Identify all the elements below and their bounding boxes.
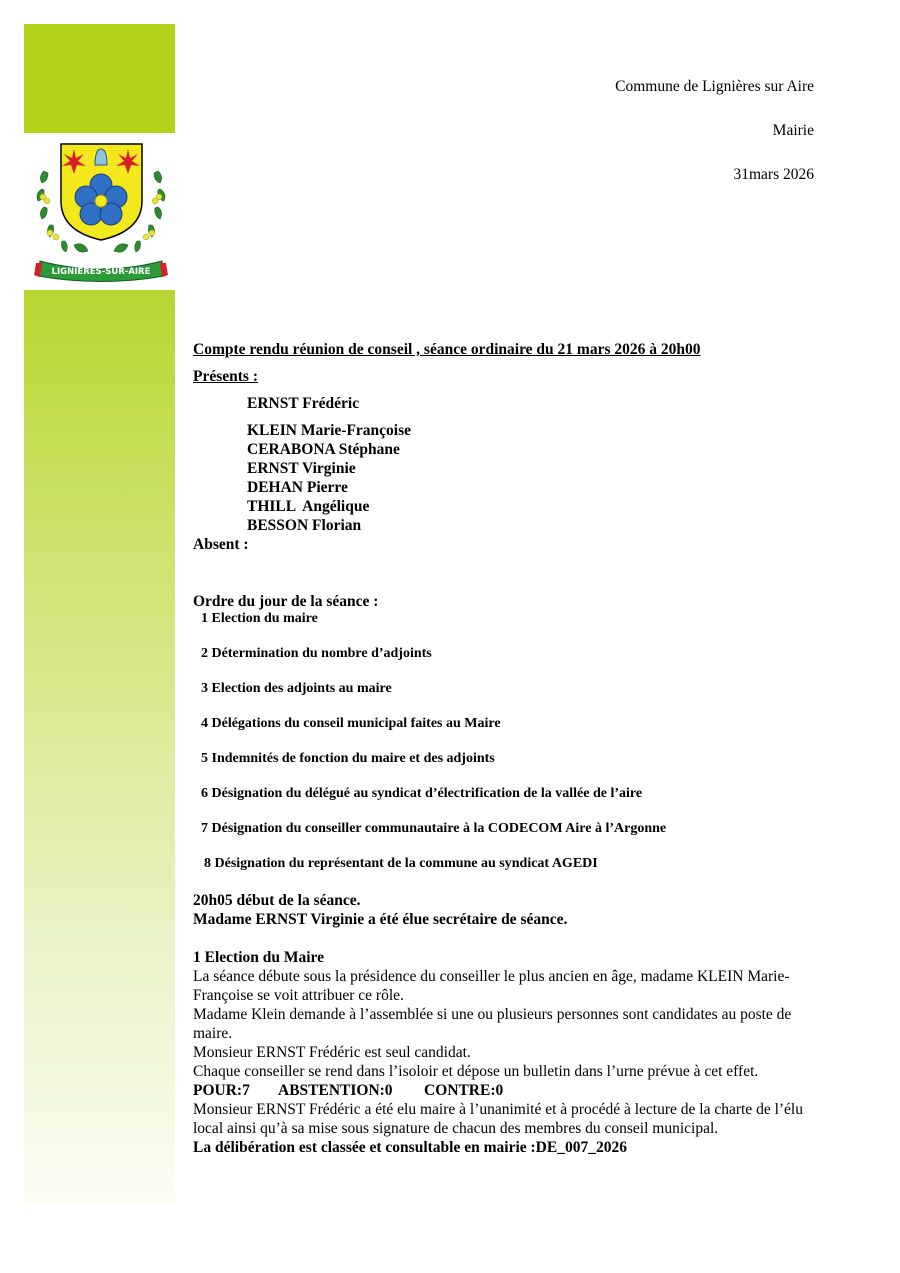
- vote-contre: CONTRE:0: [424, 1082, 504, 1099]
- decorative-band-top: [24, 24, 175, 133]
- vote-abstention: ABSTENTION:0: [278, 1082, 393, 1099]
- agenda-item: 3 Election des adjoints au maire: [201, 681, 392, 696]
- agenda-item: 8 Désignation du représentant de la commune au syndicat AGEDI: [204, 856, 598, 871]
- section-heading: 1 Election du Maire: [193, 949, 325, 966]
- mairie-label: Mairie: [772, 122, 814, 139]
- vote-pour: POUR:7: [193, 1082, 250, 1099]
- paragraph: La séance débute sous la présidence du conseiller le plus ancien en âge, madame KLEIN Marie-Françoise se voit attribuer ce rôle.: [193, 968, 790, 1004]
- present-member: ERNST Frédéric: [247, 395, 360, 412]
- present-member: DEHAN Pierre: [247, 479, 348, 496]
- present-member: KLEIN Marie-Françoise: [247, 422, 412, 439]
- agenda-item: 4 Délégations du conseil municipal faites au Maire: [201, 716, 501, 731]
- crest-banner-text: LIGNIÈRES-SUR-AIRE: [51, 267, 151, 277]
- paragraph: Madame Klein demande à l’assemblée si une ou plusieurs personnes sont candidates au poste de maire.: [193, 1006, 792, 1042]
- agenda-item: 5 Indemnités de fonction du maire et des adjoints: [201, 751, 495, 766]
- commune-name: Commune de Lignières sur Aire: [615, 78, 814, 95]
- present-member: CERABONA Stéphane: [247, 441, 400, 458]
- paragraph: Monsieur ERNST Frédéric est seul candidat.: [193, 1044, 471, 1061]
- paragraph: Chaque conseiller se rend dans l’isoloir et dépose un bulletin dans l’urne prévue à cet effet.: [193, 1063, 759, 1080]
- present-member: ERNST Virginie: [247, 460, 356, 477]
- present-member: BESSON Florian: [247, 517, 362, 534]
- paragraph: Monsieur ERNST Frédéric a été elu maire à l’unanimité et à procédé à lecture de la charte de l’élu local ainsi qu’à sa mise sous signature de chacun des membres du conseil municipal.: [193, 1101, 803, 1137]
- absent-label: Absent :: [193, 536, 249, 553]
- agenda-item: 6 Désignation du délégué au syndicat d’électrification de la vallée de l’aire: [201, 786, 643, 801]
- decorative-band-side: [24, 290, 175, 1203]
- agenda-list: [193, 611, 823, 891]
- commune-crest-logo: [34, 141, 168, 283]
- vote-results: [193, 1081, 823, 1100]
- document-body: [193, 341, 823, 1157]
- agenda-item: 7 Désignation du conseiller communautaire à la CODECOM Aire à l’Argonne: [201, 821, 667, 836]
- letterhead: [615, 77, 814, 209]
- document-title: Compte rendu réunion de conseil , séance ordinaire du 21 mars 2026 à 20h00: [193, 341, 701, 358]
- deliberation-note: La délibération est classée et consultable en mairie :DE_007_2026: [193, 1139, 627, 1156]
- session-start: 20h05 début de la séance.: [193, 892, 361, 909]
- agenda-item: 2 Détermination du nombre d’adjoints: [201, 646, 432, 661]
- agenda-title: Ordre du jour de la séance :: [193, 593, 379, 610]
- agenda-item: 1 Election du maire: [201, 611, 318, 626]
- presents-label: Présents :: [193, 368, 258, 385]
- secretary-note: Madame ERNST Virginie a été élue secrétaire de séance.: [193, 911, 568, 928]
- document-date: 31mars 2026: [733, 166, 814, 183]
- presents-list: [247, 394, 823, 535]
- present-member: THILL Angélique: [247, 498, 370, 515]
